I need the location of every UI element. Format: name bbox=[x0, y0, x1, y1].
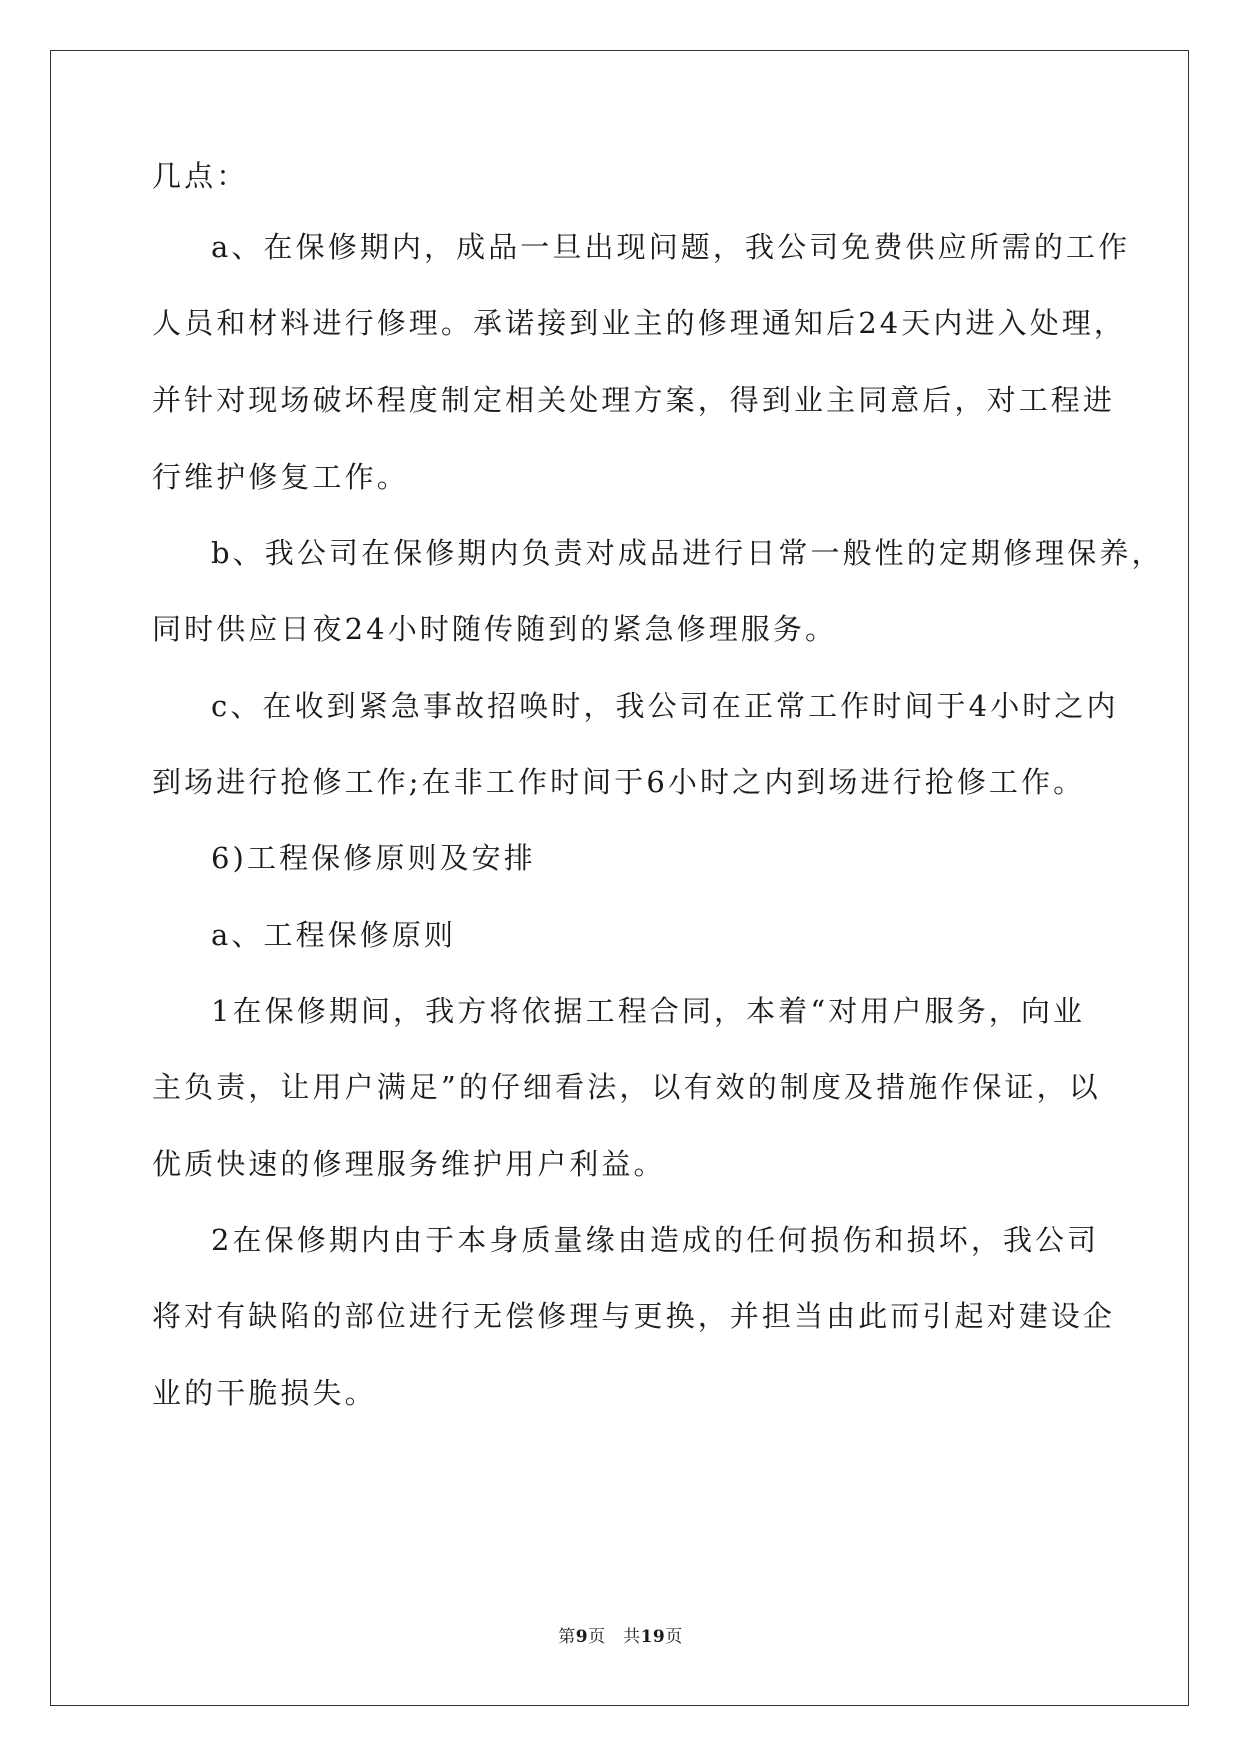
page-border bbox=[50, 50, 1189, 1706]
subsection-heading: a、工程保修原则 bbox=[211, 918, 457, 952]
text-line: 行维护修复工作。 bbox=[152, 460, 409, 494]
text-line: 业的干脆损失。 bbox=[152, 1376, 377, 1410]
total-page-count: 19 bbox=[640, 1627, 666, 1647]
footer-middle: 页 共 bbox=[588, 1627, 641, 1647]
footer-prefix: 第 bbox=[558, 1627, 576, 1647]
text-line: b、我公司在保修期内负责对成品进行日常一般性的定期修理保养， bbox=[211, 536, 1164, 570]
footer-suffix: 页 bbox=[665, 1627, 683, 1647]
text-line: 同时供应日夜24小时随传随到的紧急修理服务。 bbox=[152, 612, 838, 646]
text-line: 几点： bbox=[152, 159, 249, 193]
text-line: 主负责，让用户满足”的仔细看法，以有效的制度及措施作保证，以 bbox=[152, 1070, 1101, 1104]
text-line: 到场进行抢修工作;在非工作时间于6小时之内到场进行抢修工作。 bbox=[152, 765, 1086, 799]
section-heading: 6)工程保修原则及安排 bbox=[211, 841, 536, 875]
text-line: 优质快速的修理服务维护用户利益。 bbox=[152, 1147, 666, 1181]
text-line: 人员和材料进行修理。承诺接到业主的修理通知后24天内进入处理， bbox=[152, 306, 1127, 340]
text-line: 1在保修期间，我方将依据工程合同，本着“对用户服务，向业 bbox=[211, 994, 1086, 1028]
page-footer bbox=[0, 1622, 1241, 1647]
text-line: 并针对现场破坏程度制定相关处理方案，得到业主同意后，对工程进 bbox=[152, 383, 1116, 417]
text-line: c、在收到紧急事故招唤时，我公司在正常工作时间于4小时之内 bbox=[211, 689, 1119, 723]
current-page-number: 9 bbox=[575, 1627, 589, 1647]
text-line: 2在保修期内由于本身质量缘由造成的任何损伤和损坏，我公司 bbox=[211, 1223, 1100, 1257]
text-line: 将对有缺陷的部位进行无偿修理与更换，并担当由此而引起对建设企 bbox=[152, 1299, 1116, 1333]
text-line: a、在保修期内，成品一旦出现问题，我公司免费供应所需的工作 bbox=[211, 230, 1131, 264]
